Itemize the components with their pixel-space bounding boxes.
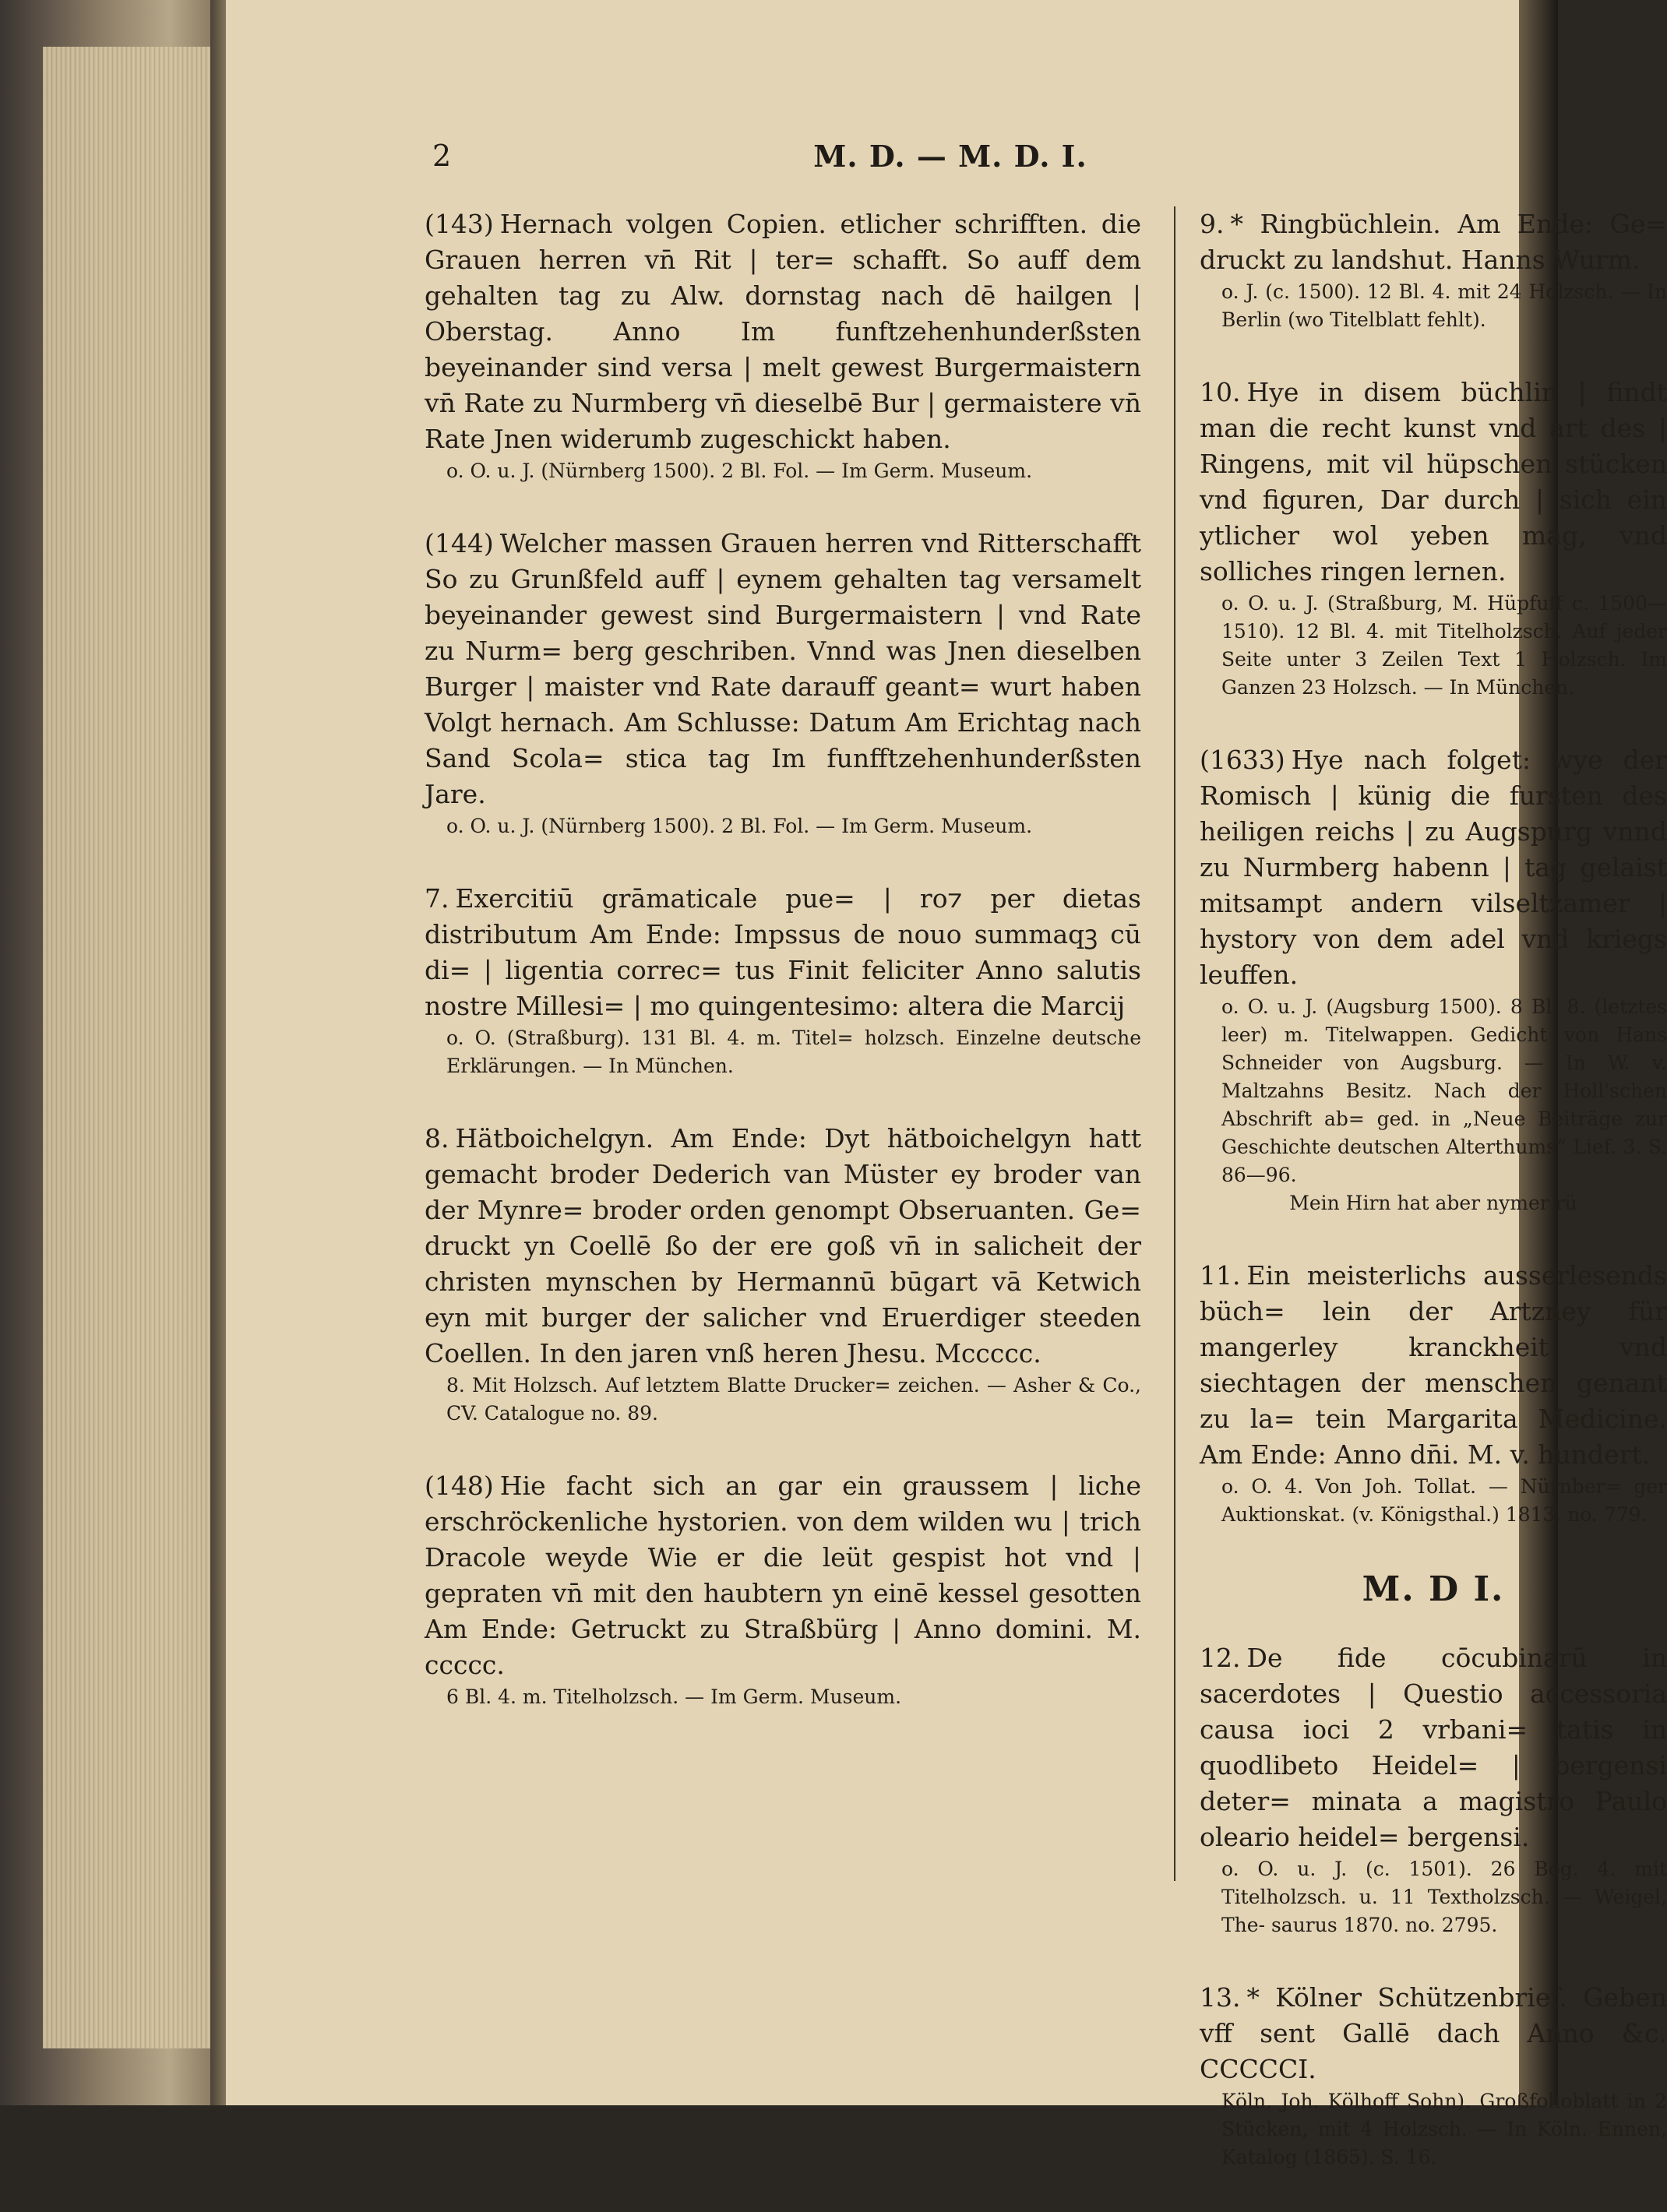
entry-note: o. O. (Straßburg). 131 Bl. 4. m. Titel= holzsch. Einzelne deutsche Erklärungen. — In München. [446, 1027, 1141, 1077]
entry [425, 881, 1141, 1080]
entry-title: Hernach volgen Copien. etlicher schrifften. die Grauen herren vn̄ Rit | ter= schafft. So auff dem gehalten tag zu Alw. dornstag nach dē hailgen | Oberstag. Anno Im funftzehenhunderßsten beyeinander sind versa | melt gewest Burgermaistern vn̄ Rate zu Nurmberg vn̄ dieselbē Bur | germaistere vn̄ Rate Jnen widerumb zugeschickt haben. [425, 209, 1141, 454]
entry-number: (144) [425, 528, 494, 558]
entry-text [425, 881, 1141, 1024]
entry-text [1200, 742, 1667, 993]
page-stack [43, 47, 218, 2048]
entry [1200, 206, 1667, 334]
entry [425, 1121, 1141, 1428]
entry-number: (143) [425, 209, 494, 239]
entry [425, 206, 1141, 485]
entry-number: 11. [1200, 1260, 1241, 1291]
entry-note: o. O. u. J. (Augsburg 1500). 8 Bl. 8. (letztes leer) m. Titelwappen. Gedicht von Hans Schneider von Augsburg. — In W. v. Maltzahns Besitz. Nach der Holl'schen Abschrift ab= ged. in „Neue Beiträge zur Geschichte deutschen Alterthums“ Lief. 3. S. 86—96. [1221, 995, 1667, 1186]
entry-note: o. O. u. J. (Nürnberg 1500). 2 Bl. Fol. — Im Germ. Museum. [446, 460, 1033, 482]
entry-title: Hye nach folget: wye der Romisch | künig die fursten des heiligen reichs | zu Augspurg vnnd zu Nurmberg habenn | tag gelaist mitsampt andern vilseltzamer | hystory von dem adel vnd kriegs leuffen. [1200, 745, 1667, 990]
entry-text [1200, 375, 1667, 590]
entry-title: Welcher massen Grauen herren vnd Ritterschafft So zu Grunßfeld auff | eynem gehalten tag versamelt beyeinander gewest sind Burgermaistern | vnd Rate zu Nurm= berg geschriben. Vnnd was Jnen dieselben Burger | maister vnd Rate darauff geant= wurt haben Volgt hernach. Am Schlusse: Datum Am Erichtag nach Sand Scola= stica tag Im funfftzehenhunderßsten Jare. [425, 528, 1141, 809]
entry-title: De fide cōcubinarū in sacerdotes | Questio accessoria causa ioci 2 vrbani= tatis in quodlibeto Heidel= | bergensi deter= minata a magistro Paulo oleario heidel= bergensi. [1200, 1643, 1667, 1852]
entry [1200, 742, 1667, 1217]
entry-text [1200, 206, 1667, 278]
entry-text [425, 526, 1141, 812]
entry-title: Hye in disem büchlin | findt man die recht kunst vnd art des | Ringens, mit vil hüpschen stücken vnd figuren, Dar durch | sich ein ytlicher wol yeben mag, vnd solliches ringen lernen. [1200, 377, 1667, 586]
entry-note: Köln, Joh. Kölhoff Sohn). Großfolioblatt in 2 Stücken, mit 4 Holzsch. — In Köln. Ennen, Katalog (1865). S. 16. [1221, 2090, 1667, 2168]
entry-number: (1633) [1200, 745, 1285, 775]
entry-text [425, 1121, 1141, 1372]
entry-number: 9. [1200, 209, 1225, 239]
page-header [226, 139, 1519, 178]
entry [425, 1468, 1141, 1711]
entry-text [1200, 1258, 1667, 1473]
entry-number: 7. [425, 883, 449, 914]
book-page [226, 0, 1667, 2168]
entry [1200, 1640, 1667, 1939]
entry-title: Hätboichelgyn. Am Ende: Dyt hätboichelgyn hatt gemacht broder Dederich van Müster ey broder van der Mynre= broder orden genompt Obseruanten. Ge= druckt yn Coellē ßo der ere goß vn̄ in salicheit der christen mynschen by Hermannū būgart vā Ketwich eyn mit burger der salicher vnd Eruerdiger steeden Coellen. In den jaren vnß heren Jhesu. Mccccc. [425, 1123, 1141, 1368]
entry-text [1200, 1980, 1667, 2087]
entry-note: o. O. u. J. (c. 1501). 26 Bog. 4. mit Titelholzsch. u. 11 Textholzsch. — Weigel, The- saurus 1870. no. 2795. [1221, 1858, 1667, 1936]
entry-note: o. O. u. J. (Nürnberg 1500). 2 Bl. Fol. — Im Germ. Museum. [446, 815, 1033, 837]
entry-title: Exercitiū grāmaticale pue= | ro⁊ per dietas distributum Am Ende: Impssus de nouo summaqꝫ cū di= | ligentia correc= tus Finit feliciter Anno salutis nostre Millesi= | mo quingentesimo: altera die Marcij [425, 883, 1141, 1021]
entry-number: 8. [425, 1123, 449, 1154]
entry-number: 12. [1200, 1643, 1241, 1673]
entry-note: 6 Bl. 4. m. Titelholzsch. — Im Germ. Museum. [446, 1685, 902, 1708]
entry-text [425, 206, 1141, 457]
entry [425, 526, 1141, 840]
entry-title: * Kölner Schützenbrief. Geben vff sent Gallē dach Anno &c. CCCCCI. [1200, 1982, 1667, 2084]
entry [1200, 375, 1667, 702]
page-number: 2 [432, 139, 452, 173]
entry-extra-line: Mein Hirn hat aber nymer rü [1289, 1192, 1577, 1214]
entry-number: 13. [1200, 1982, 1241, 2013]
column-divider [1174, 206, 1175, 1881]
left-column [425, 206, 1141, 1752]
entry-number: 10. [1200, 377, 1241, 407]
entry-note: o. J. (c. 1500). 12 Bl. 4. mit 24 Holzsch. — In Berlin (wo Titelblatt fehlt). [1221, 280, 1667, 331]
entry [1200, 1980, 1667, 2171]
right-column [1200, 206, 1667, 2212]
entry-text [425, 1468, 1141, 1683]
entry-number: (148) [425, 1471, 494, 1501]
entry [1200, 1258, 1667, 1529]
entry-note: o. O. u. J. (Straßburg, M. Hüpfuff c. 1500—1510). 12 Bl. 4. mit Titelholzsch. Auf jeder Seite unter 3 Zeilen Text 1 Holzsch. Im Ganzen 23 Holzsch. — In München. [1221, 592, 1667, 699]
running-head: M. D. — M. D. I. [813, 139, 1087, 174]
entry-title: * Ringbüchlein. Am Ende: Ge= druckt zu landshut. Hanns Wurm. [1200, 209, 1667, 275]
entry-title: Ein meisterlichs ausserlesends büch= lein der Artzney für mangerley kranckheit vnd siechtagen der menschen genant zu la= tein Margarita Medicine. Am Ende: Anno dn̄i. M. v. hundert. [1200, 1260, 1667, 1470]
entry-note: 8. Mit Holzsch. Auf letztem Blatte Drucker= zeichen. — Asher & Co., CV. Catalogue no. 89. [446, 1374, 1141, 1425]
entry-text [1200, 1640, 1667, 1855]
entry-title: Hie facht sich an gar ein graussem | liche erschröckenliche hystorien. von dem wilden wu | trich Dracole weyde Wie er die leüt gespist hot vnd | gepraten vn̄ mit den haubtern yn einē kessel gesotten Am Ende: Getruckt zu Straßbürg | Anno domini. M. ccccc. [425, 1471, 1141, 1680]
entry-note: o. O. 4. Von Joh. Tollat. — Nürnber= ger Auktionskat. (v. Königsthal.) 1813. no. 779. [1221, 1475, 1667, 1526]
section-heading: M. D I. [1362, 1569, 1505, 1609]
